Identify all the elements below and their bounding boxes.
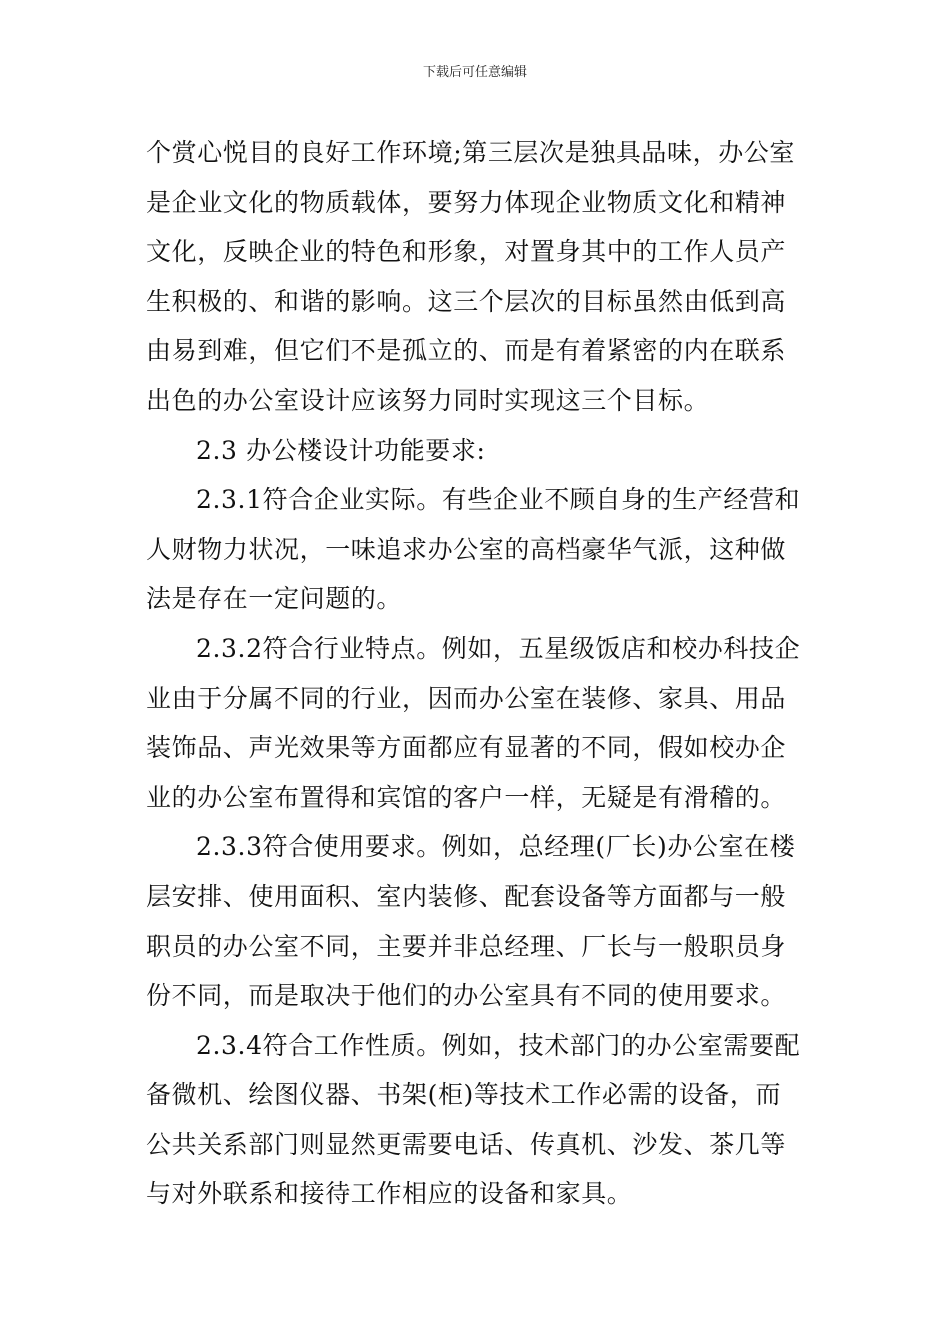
text-line-10: 法是存在一定问题的。	[146, 584, 403, 614]
document-body	[146, 128, 812, 1219]
text-line-20: 备微机、绘图仪器、书架(柜)等技术工作必需的设备，而	[146, 1080, 782, 1110]
text-line-9: 人财物力状况，一味追求办公室的高档豪华气派，这种做	[146, 534, 787, 564]
text-line-12: 业由于分属不同的行业，因而办公室在装修、家具、用品	[146, 683, 787, 713]
text-line-18: 份不同，而是取决于他们的办公室具有不同的使用要求。	[146, 981, 787, 1011]
text-line-4: 生积极的、和谐的影响。这三个层次的目标虽然由低到高	[146, 286, 787, 316]
text-line-19: 2.3.4符合工作性质。例如，技术部门的办公室需要配	[196, 1030, 801, 1060]
text-line-13: 装饰品、声光效果等方面都应有显著的不同，假如校办企	[146, 733, 787, 763]
text-line-17: 职员的办公室不同，主要并非总经理、厂长与一般职员身	[146, 931, 787, 961]
text-line-11: 2.3.2符合行业特点。例如，五星级饭店和校办科技企	[196, 633, 801, 663]
page-header: 下载后可任意编辑	[422, 65, 527, 80]
text-line-8: 2.3.1符合企业实际。有些企业不顾自身的生产经营和	[196, 485, 801, 515]
text-line-21: 公共关系部门则显然更需要电话、传真机、沙发、茶几等	[146, 1129, 787, 1159]
text-line-14: 业的办公室布置得和宾馆的客户一样，无疑是有滑稽的。	[146, 782, 787, 812]
text-line-5: 由易到难，但它们不是孤立的、而是有着紧密的内在联系	[146, 336, 787, 366]
text-line-16: 层安排、使用面积、室内装修、配套设备等方面都与一般	[146, 881, 787, 911]
text-line-3: 文化，反映企业的特色和形象，对置身其中的工作人员产	[146, 237, 787, 267]
text-line-1: 个赏心悦目的良好工作环境;第三层次是独具品味，办公室	[146, 138, 796, 167]
section-heading-2-3: 2.3 办公楼设计功能要求:	[196, 435, 486, 465]
text-line-6: 出色的办公室设计应该努力同时实现这三个目标。	[146, 385, 710, 415]
text-line-15: 2.3.3符合使用要求。例如，总经理(厂长)办公室在楼	[196, 832, 796, 862]
text-line-22: 与对外联系和接待工作相应的设备和家具。	[146, 1179, 633, 1209]
text-line-2: 是企业文化的物质载体，要努力体现企业物质文化和精神	[146, 187, 787, 217]
